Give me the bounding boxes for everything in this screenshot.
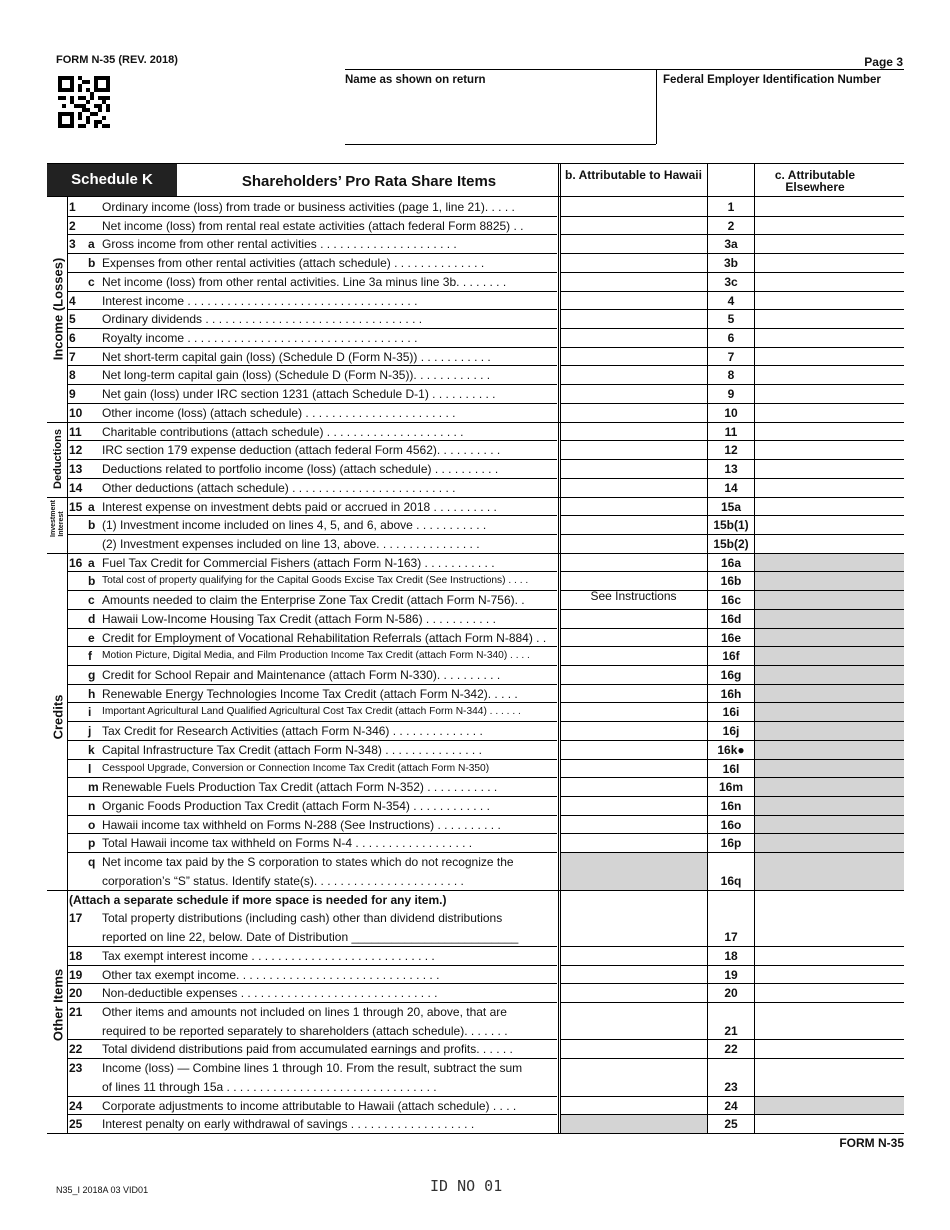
schedule-row xyxy=(67,629,557,647)
line-code: 3c xyxy=(724,274,738,289)
line-code: 16o xyxy=(720,817,742,832)
schedule-row xyxy=(67,891,557,909)
schedule-row xyxy=(67,928,557,946)
form-identifier: FORM N-35 (REV. 2018) xyxy=(56,54,178,66)
schedule-title: Shareholders’ Pro Rata Share Items xyxy=(241,173,497,190)
line-code: 16k● xyxy=(717,742,745,757)
schedule-row xyxy=(67,217,557,235)
line-code: 1 xyxy=(727,200,735,214)
line-code: 2 xyxy=(727,218,735,233)
line-code xyxy=(708,1003,754,1021)
line-letter: d xyxy=(88,611,96,626)
line-description: Interest income . . . . . . . . . . . . . . . . . . . . . . . . . . . . . . . . . . . xyxy=(102,293,418,308)
schedule-label: Schedule K xyxy=(71,171,153,188)
line-number: 11 xyxy=(69,424,82,439)
schedule-row xyxy=(67,310,557,328)
section-credits: Credits xyxy=(50,694,66,740)
line-description: of lines 11 through 15a . . . . . . . . . . . . . . . . . . . . . . . . . . . . . . . . xyxy=(102,1079,437,1094)
line-letter: f xyxy=(88,649,92,664)
line-code: 23 xyxy=(724,1079,738,1094)
line-description: Other tax exempt income. . . . . . . . . . . . . . . . . . . . . . . . . . . . . . . xyxy=(102,967,440,982)
line-description: Interest expense on investment debts paid or accrued in 2018 . . . . . . . . . . xyxy=(102,499,497,514)
schedule-row xyxy=(67,909,557,927)
schedule-row xyxy=(67,1022,557,1040)
line-description: Credit for Employment of Vocational Rehabilitation Referrals (attach Form N-884) . . xyxy=(102,630,547,645)
line-letter: q xyxy=(88,855,96,870)
line-description: Credit for School Repair and Maintenance (attach Form N-330). . . . . . . . . . xyxy=(102,668,501,682)
footer-form-name: FORM N-35 xyxy=(839,1136,904,1150)
schedule-row xyxy=(67,572,557,590)
line-code: 14 xyxy=(724,480,738,495)
line-description: Renewable Energy Technologies Income Tax Credit (attach Form N-342). . . . . xyxy=(102,686,518,701)
column-rule xyxy=(754,163,755,1133)
line-number: 21 xyxy=(69,1004,83,1019)
line-number: 9 xyxy=(69,387,76,402)
fein-field-label: Federal Employer Identification Number xyxy=(663,74,881,86)
section-deductions: Deductions xyxy=(52,429,64,489)
line-description: (2) Investment expenses included on line 13, above. . . . . . . . . . . . . . . . xyxy=(102,536,480,551)
line-description: Expenses from other rental activities (attach schedule) . . . . . . . . . . . . . . xyxy=(102,256,485,271)
line-description: Tax exempt interest income . . . . . . . . . . . . . . . . . . . . . . . . . . . . xyxy=(102,948,435,963)
line-description: Fuel Tax Credit for Commercial Fishers (attach Form N-163) . . . . . . . . . . . xyxy=(102,555,495,570)
line-letter: a xyxy=(88,499,95,514)
line-description: Non-deductible expenses . . . . . . . . . . . . . . . . . . . . . . . . . . . . . . xyxy=(102,986,438,1001)
line-number: 12 xyxy=(69,443,83,458)
schedule-row xyxy=(67,329,557,347)
line-number: 10 xyxy=(69,405,83,420)
line-code: 16l xyxy=(722,761,740,776)
line-description: Total cost of property qualifying for the Capital Goods Excise Tax Credit (See Instructions) . . . . xyxy=(102,575,529,587)
schedule-row xyxy=(67,966,557,984)
line-code: 12 xyxy=(724,443,738,458)
line-code: 22 xyxy=(724,1042,738,1057)
line-description: required to be reported separately to shareholders (attach schedule). . . . . . . xyxy=(102,1023,508,1038)
line-description: (Attach a separate schedule if more space is needed for any item.) xyxy=(69,892,447,907)
line-description: Ordinary dividends . . . . . . . . . . . . . . . . . . . . . . . . . . . . . . . . . xyxy=(102,312,423,327)
line-description: Deductions related to portfolio income (loss) (attach schedule) . . . . . . . . . . xyxy=(102,462,499,477)
line-description: Ordinary income (loss) from trade or business activities (page 1, line 21). . . . . xyxy=(102,200,515,214)
page-number: Page 3 xyxy=(864,55,903,69)
line-letter: p xyxy=(88,836,96,851)
line-description: Important Agricultural Land Qualified Agricultural Cost Tax Credit (attach Form N-344) . . . . . . xyxy=(102,706,521,718)
line-code xyxy=(708,1059,754,1077)
schedule-row xyxy=(67,1040,557,1058)
line-code: 16g xyxy=(720,668,742,682)
name-field-label: Name as shown on return xyxy=(345,74,486,86)
line-description: Other deductions (attach schedule) . . . . . . . . . . . . . . . . . . . . . . . . . xyxy=(102,480,456,495)
line-code: 15b(2) xyxy=(713,536,749,551)
line-description: Gross income from other rental activities . . . . . . . . . . . . . . . . . . . . . xyxy=(102,237,457,252)
schedule-row xyxy=(67,591,557,609)
line-number: 6 xyxy=(69,331,76,346)
line-description: (1) Investment income included on lines 4, 5, and 6, above . . . . . . . . . . . xyxy=(102,518,487,533)
schedule-row xyxy=(67,610,557,628)
schedule-row xyxy=(67,647,557,665)
line-code: 20 xyxy=(724,986,738,1001)
shaded-area xyxy=(560,853,707,890)
line-letter: e xyxy=(88,630,95,645)
line-code: 4 xyxy=(727,293,735,308)
header-divider xyxy=(656,69,657,144)
schedule-row xyxy=(67,498,557,516)
schedule-row xyxy=(67,254,557,272)
schedule-row xyxy=(67,778,557,796)
line-description: Total Hawaii income tax withheld on Forms N-4 . . . . . . . . . . . . . . . . . . xyxy=(102,836,473,851)
name-field-underline xyxy=(345,144,656,145)
schedule-row xyxy=(67,479,557,497)
line-code xyxy=(708,909,754,927)
line-letter: i xyxy=(88,705,92,720)
line-code: 9 xyxy=(727,387,735,402)
line-code: 16i xyxy=(722,705,740,720)
schedule-row xyxy=(67,292,557,310)
line-description: Total dividend distributions paid from accumulated earnings and profits. . . . . . xyxy=(102,1042,513,1057)
line-description: Hawaii income tax withheld on Forms N-288 (See Instructions) . . . . . . . . . . xyxy=(102,817,501,832)
line-code: 16j xyxy=(722,724,740,739)
schedule-row xyxy=(67,385,557,403)
schedule-row xyxy=(67,198,557,216)
schedule-row xyxy=(67,947,557,965)
line-description: Other income (loss) (attach schedule) . . . . . . . . . . . . . . . . . . . . . . . xyxy=(102,405,456,420)
column-rule xyxy=(558,163,559,1133)
section-investment-interest: Investment Interest xyxy=(50,500,65,537)
line-code: 17 xyxy=(724,930,738,945)
line-description: Net gain (loss) under IRC section 1231 (attach Schedule D-1) . . . . . . . . . . xyxy=(102,387,496,402)
id-number: ID NO 01 xyxy=(430,1177,503,1195)
line-code: 3b xyxy=(723,256,738,271)
line-description: Organic Foods Production Tax Credit (attach Form N-354) . . . . . . . . . . . . xyxy=(102,799,490,814)
schedule-row xyxy=(67,703,557,721)
line-code: 16n xyxy=(720,799,742,814)
line-letter: j xyxy=(88,724,92,739)
line-code: 16b xyxy=(720,574,742,589)
line-code: 25 xyxy=(724,1117,738,1132)
line-number: 1 xyxy=(69,200,76,214)
line-description: Income (loss) — Combine lines 1 through 10. From the result, subtract the sum xyxy=(102,1061,523,1076)
line-letter: a xyxy=(88,555,95,570)
schedule-row xyxy=(67,366,557,384)
shaded-area xyxy=(560,1115,707,1134)
line-letter: g xyxy=(88,668,96,682)
line-description: IRC section 179 expense deduction (attach federal Form 4562). . . . . . . . . . xyxy=(102,443,501,458)
schedule-row xyxy=(67,1097,557,1115)
schedule-row xyxy=(67,1059,557,1077)
line-code: 3a xyxy=(724,237,738,252)
line-description: Amounts needed to claim the Enterprise Zone Tax Credit (attach Form N-756). . xyxy=(102,593,525,608)
schedule-row xyxy=(67,235,557,253)
line-number: 22 xyxy=(69,1042,83,1057)
line-number: 2 xyxy=(69,218,76,233)
section-income: Income (Losses) xyxy=(50,257,66,361)
schedule-row xyxy=(67,741,557,759)
line-code xyxy=(708,853,754,871)
schedule-row xyxy=(67,872,557,890)
schedule-row xyxy=(67,535,557,553)
line-description: Interest penalty on early withdrawal of savings . . . . . . . . . . . . . . . . . . . xyxy=(102,1117,475,1132)
line-letter: l xyxy=(88,761,92,776)
line-description: Net income (loss) from rental real estate activities (attach federal Form 8825) . . xyxy=(102,218,524,233)
line-code: 16f xyxy=(722,649,740,664)
qr-code-icon xyxy=(58,76,110,128)
line-letter: a xyxy=(88,237,95,252)
line-letter: o xyxy=(88,817,96,832)
line-code: 15a xyxy=(720,499,742,514)
line-code: 16c xyxy=(720,593,742,608)
schedule-row xyxy=(67,348,557,366)
line-number: 20 xyxy=(69,986,83,1001)
header-rule xyxy=(345,69,904,70)
line-code: 16h xyxy=(720,686,742,701)
footer-code: N35_I 2018A 03 VID01 xyxy=(56,1185,149,1195)
line-code: 15b(1) xyxy=(713,518,749,533)
line-code: 19 xyxy=(724,967,738,982)
line-description: Net income tax paid by the S corporation to states which do not recognize the xyxy=(102,855,514,870)
line-description: Charitable contributions (attach schedule) . . . . . . . . . . . . . . . . . . . . . xyxy=(102,424,464,439)
line-letter: h xyxy=(88,686,96,701)
table-header-rule xyxy=(47,196,904,197)
line-number: 23 xyxy=(69,1061,83,1076)
line-number: 15 xyxy=(69,499,83,514)
line-letter: n xyxy=(88,799,96,814)
line-code: 21 xyxy=(724,1023,738,1038)
line-number: 17 xyxy=(69,911,83,926)
line-number: 25 xyxy=(69,1117,83,1132)
schedule-row xyxy=(67,423,557,441)
line-code: 16e xyxy=(720,630,742,645)
line-number: 19 xyxy=(69,967,83,982)
schedule-row xyxy=(67,1115,557,1133)
line-code: 24 xyxy=(724,1098,738,1113)
schedule-row xyxy=(67,516,557,534)
line-number: 14 xyxy=(69,480,83,495)
schedule-row xyxy=(67,984,557,1002)
line-description: corporation’s “S” status. Identify state(s). . . . . . . . . . . . . . . . . . . . . . . xyxy=(102,873,464,888)
schedule-row xyxy=(67,441,557,459)
table-top-rule xyxy=(47,163,904,164)
line-number: 24 xyxy=(69,1098,83,1113)
line-description: Hawaii Low-Income Housing Tax Credit (attach Form N-586) . . . . . . . . . . . xyxy=(102,611,496,626)
schedule-row xyxy=(67,722,557,740)
line-letter: b xyxy=(88,518,96,533)
line-code: 16d xyxy=(720,611,742,626)
line-number: 16 xyxy=(69,555,83,570)
line-letter: c xyxy=(88,593,95,608)
line-number: 3 xyxy=(69,237,76,252)
schedule-row xyxy=(67,834,557,852)
schedule-row xyxy=(67,685,557,703)
schedule-row xyxy=(67,797,557,815)
schedule-row xyxy=(67,666,557,684)
line-letter: b xyxy=(88,256,96,271)
line-letter: b xyxy=(88,574,96,589)
shaded-area xyxy=(755,1097,904,1116)
line-number: 18 xyxy=(69,948,83,963)
line-code: 16p xyxy=(720,836,742,851)
line-description: Renewable Fuels Production Tax Credit (attach Form N-352) . . . . . . . . . . . xyxy=(102,780,498,795)
line-description: Cesspool Upgrade, Conversion or Connection Income Tax Credit (attach Form N-350) xyxy=(102,762,490,774)
line-description: Other items and amounts not included on lines 1 through 20, above, that are xyxy=(102,1004,507,1019)
schedule-row xyxy=(67,1078,557,1096)
column-b-header: b. Attributable to Hawaii xyxy=(565,168,702,182)
line-code: 18 xyxy=(724,948,738,963)
line-code: 11 xyxy=(724,424,738,439)
schedule-row xyxy=(67,273,557,291)
line-code: 16q xyxy=(720,873,742,888)
line-code: 8 xyxy=(727,368,735,383)
line-number: 13 xyxy=(69,462,83,477)
line-description: Net income (loss) from other rental activities. Line 3a minus line 3b. . . . . . . . xyxy=(102,274,507,289)
line-code: 13 xyxy=(724,462,738,477)
line-letter: c xyxy=(88,274,95,289)
schedule-row xyxy=(67,460,557,478)
section-other-items: Other Items xyxy=(50,968,66,1042)
line-description: Capital Infrastructure Tax Credit (attach Form N-348) . . . . . . . . . . . . . . . xyxy=(102,742,482,757)
line-description: reported on line 22, below. Date of Distribution _________________________ xyxy=(102,930,519,945)
line-number: 8 xyxy=(69,368,76,383)
column-rule xyxy=(560,163,561,1133)
line-code: 6 xyxy=(727,331,735,346)
line-code: 16a xyxy=(720,555,742,570)
line-number: 7 xyxy=(69,349,76,364)
line-description: Net long-term capital gain (loss) (Schedule D (Form N-35)). . . . . . . . . . . . xyxy=(102,368,491,383)
line-code: 7 xyxy=(727,349,735,364)
line-code xyxy=(708,891,754,909)
line-description: Motion Picture, Digital Media, and Film Production Income Tax Credit (attach Form N-340) . . . . xyxy=(102,650,530,662)
schedule-row xyxy=(67,816,557,834)
line-description: Total property distributions (including cash) other than dividend distributions xyxy=(102,911,503,926)
schedule-row xyxy=(67,853,557,871)
see-instructions-note: See Instructions xyxy=(590,589,677,603)
schedule-row xyxy=(67,1003,557,1021)
line-description: Corporate adjustments to income attributable to Hawaii (attach schedule) . . . . xyxy=(102,1098,517,1113)
line-description: Royalty income . . . . . . . . . . . . . . . . . . . . . . . . . . . . . . . . . . . xyxy=(102,331,418,346)
line-code: 10 xyxy=(724,405,738,420)
line-letter: k xyxy=(88,742,95,757)
line-description: Net short-term capital gain (loss) (Schedule D (Form N-35)) . . . . . . . . . . . xyxy=(102,349,491,364)
schedule-row xyxy=(67,554,557,572)
schedule-row xyxy=(67,404,557,422)
line-number: 4 xyxy=(69,293,76,308)
column-c-header: c. Attributable Elsewhere xyxy=(774,168,856,194)
line-code: 16m xyxy=(718,780,744,795)
line-number: 5 xyxy=(69,312,76,327)
line-letter: m xyxy=(88,780,99,795)
line-description: Tax Credit for Research Activities (attach Form N-346) . . . . . . . . . . . . . . xyxy=(102,724,483,739)
schedule-row xyxy=(67,760,557,778)
line-code: 5 xyxy=(727,312,735,327)
